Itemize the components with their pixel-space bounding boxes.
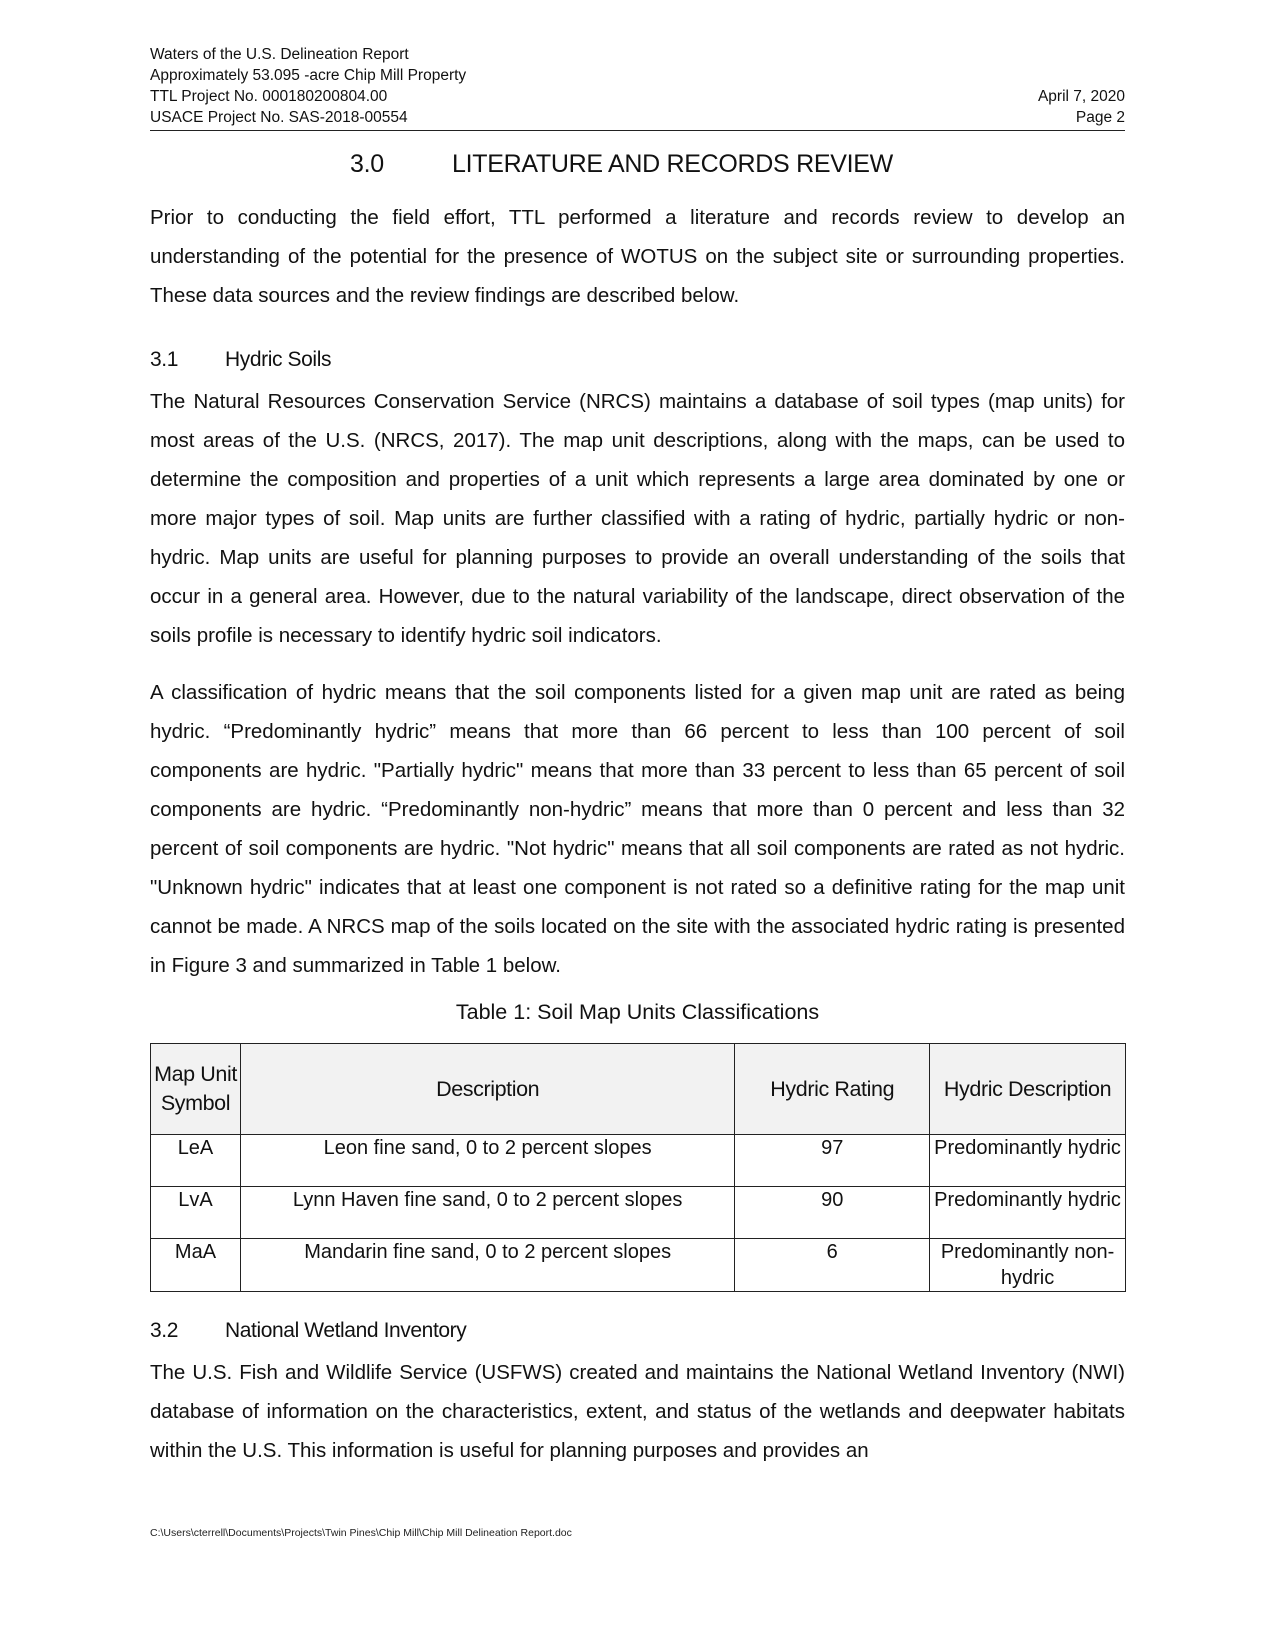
header-property: Approximately 53.095 -acre Chip Mill Property [150,67,467,84]
subsection-number: 3.2 [150,1319,178,1342]
hydric-soils-paragraph-1: The Natural Resources Conservation Service (NRCS) maintains a database of soil types (map units) for most areas of the U.S. (NRCS, 2017). The map unit descriptions, along with the maps, can be used to determine the composition and properties of a unit which represents a large area dominated by one or more major types of soil. Map units are further classified with a rating of hydric, partially hydric or non-hydric. Map units are useful for planning purposes to provide an overall understanding of the soils that occur in a general area. However, due to the natural variability of the landscape, direct observation of the soils profile is necessary to identify hydric soil indicators. [150,390,1125,647]
subsection-heading-3-1 [150,348,331,372]
column-header: Hydric Description [930,1044,1126,1135]
table-cell: LvA [151,1187,241,1239]
header-ttl-project: TTL Project No. 000180200804.00 [150,88,388,105]
section-title: LITERATURE AND RECORDS REVIEW [452,150,893,178]
section-heading [150,150,1125,190]
table-cell: Predominantly hydric [930,1187,1126,1239]
header-date-page [1038,86,1125,128]
header-usace-project: USACE Project No. SAS-2018-00554 [150,109,408,126]
subsection-title: National Wetland Inventory [225,1319,467,1342]
table-cell: 97 [735,1135,930,1187]
table-cell: Predominantly non-hydric [930,1239,1126,1292]
header-date: April 7, 2020 [1037,88,1125,105]
table-cell: Predominantly hydric [930,1135,1126,1187]
table-row [151,1239,1126,1292]
table-cell: 90 [735,1187,930,1239]
header-report-title: Waters of the U.S. Delineation Report [150,46,409,63]
table-cell: MaA [151,1239,241,1292]
subsection-heading-3-2 [150,1319,466,1343]
table-row [151,1135,1126,1187]
soil-map-units-table [150,1043,1126,1292]
column-header: Map Unit Symbol [151,1044,241,1135]
page-header [150,44,1125,131]
table-cell: Mandarin fine sand, 0 to 2 percent slopes [240,1239,734,1292]
section-number: 3.0 [350,150,384,178]
footer-file-path: C:\Users\cterrell\Documents\Projects\Twin Pines\Chip Mill\Chip Mill Delineation Report.doc [150,1527,572,1539]
table-caption: Table 1: Soil Map Units Classifications [455,1000,820,1024]
table-cell: Leon fine sand, 0 to 2 percent slopes [240,1135,734,1187]
hydric-soils-paragraph-2: A classification of hydric means that the soil components listed for a given map unit are rated as being hydric. “Predominantly hydric” means that more than 66 percent to less than 100 percent of soil components are hydric. "Partially hydric" means that more than 33 percent to less than 65 percent of soil components are hydric. “Predominantly non-hydric” means that more than 0 percent and less than 32 percent of soil components are hydric. "Not hydric" means that all soil components are rated as not hydric. "Unknown hydric" indicates that at least one component is not rated so a definitive rating for the map unit cannot be made. A NRCS map of the soils located on the site with the associated hydric rating is presented in Figure 3 and summarized in Table 1 below. [150,681,1125,977]
column-header: Hydric Rating [735,1044,930,1135]
header-page-number: Page 2 [1075,109,1125,126]
table-cell: Lynn Haven fine sand, 0 to 2 percent slopes [240,1187,734,1239]
header-project-info [150,44,466,128]
nwi-paragraph: The U.S. Fish and Wildlife Service (USFWS) created and maintains the National Wetland Inventory (NWI) database of information on the characteristics, extent, and status of the wetlands and deepwater habitats within the U.S. This information is useful for planning purposes and provides an [150,1361,1125,1462]
table-cell: 6 [735,1239,930,1292]
table-header-row [151,1044,1126,1135]
subsection-number: 3.1 [150,348,178,371]
subsection-title: Hydric Soils [225,348,332,371]
column-header: Description [240,1044,734,1135]
intro-paragraph: Prior to conducting the field effort, TTL performed a literature and records review to develop an understanding of the potential for the presence of WOTUS on the subject site or surrounding properties. These data sources and the review findings are described below. [150,206,1125,307]
table-cell: LeA [151,1135,241,1187]
table-row [151,1187,1126,1239]
